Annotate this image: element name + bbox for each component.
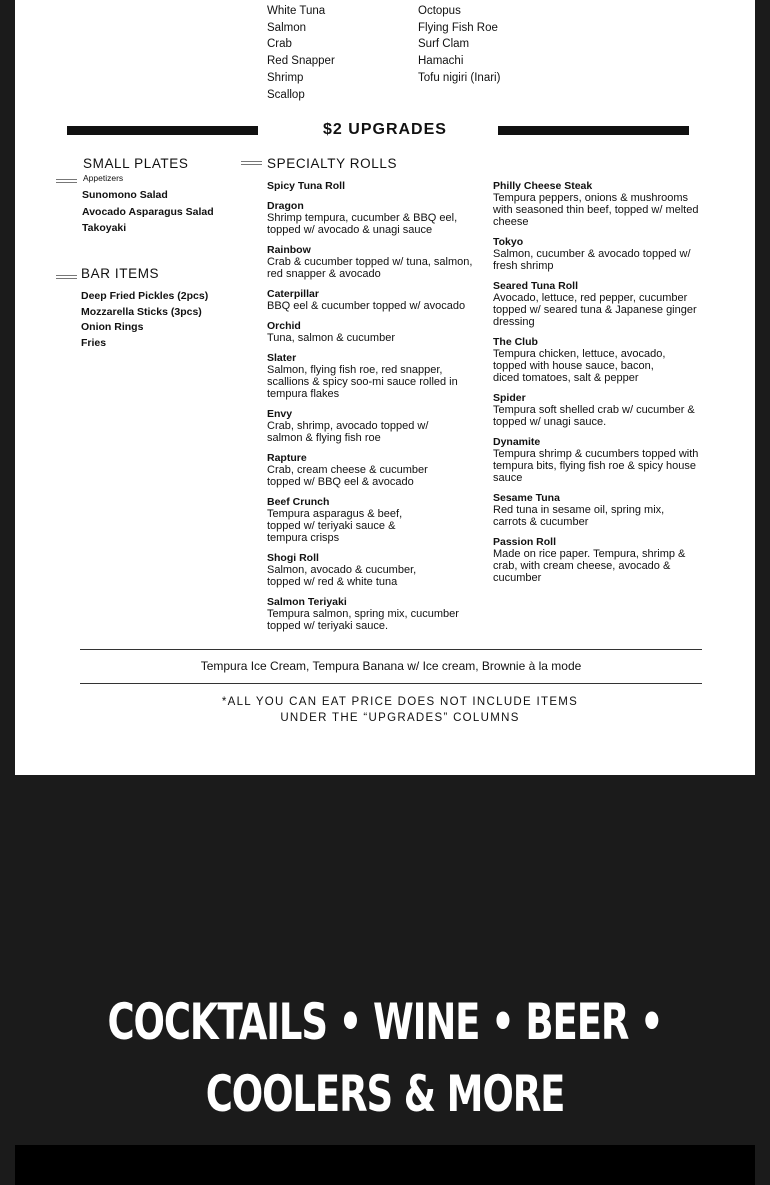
desserts-line: Tempura Ice Cream, Tempura Banana w/ Ice cream, Brownie à la mode [200, 659, 582, 673]
list-item: Takoyaki [82, 222, 127, 235]
roll-name: Tokyo [493, 236, 524, 248]
roll-name: Caterpillar [267, 288, 319, 300]
heading-rule [241, 161, 262, 165]
roll-description: Salmon, avocado & cucumber, topped w/ red & white tuna [267, 564, 417, 588]
sushi-column-1 [267, 3, 335, 103]
bar-items-list [81, 289, 208, 351]
roll-name: Rapture [267, 452, 307, 464]
list-item: Mozzarella Sticks (3pcs) [81, 305, 202, 318]
roll-entry [267, 452, 457, 488]
roll-entry [267, 352, 467, 400]
small-plates-subheading: Appetizers [83, 173, 124, 183]
list-item: Fries [81, 336, 107, 349]
divider-line [80, 649, 702, 650]
roll-entry [267, 320, 482, 344]
roll-name: Shogi Roll [267, 552, 319, 564]
divider-bar-right [498, 126, 689, 135]
list-item: Onion Rings [81, 321, 144, 333]
roll-name: Slater [267, 352, 297, 364]
sushi-item: Hamachi [418, 55, 464, 68]
upgrades-title: $2 UPGRADES [323, 121, 447, 138]
roll-name: The Club [493, 336, 538, 348]
roll-name: Dragon [267, 200, 304, 212]
roll-entry [493, 280, 705, 328]
roll-description: Salmon, flying fish roe, red snapper, scallions & spicy soo-mi sauce rolled in tempura flakes [267, 364, 458, 400]
roll-description: Tempura chicken, lettuce, avocado, topped with house sauce, bacon, diced tomatoes, salt & pepper [493, 348, 666, 384]
list-item: Sunomono Salad [82, 189, 168, 201]
sushi-item: Surf Clam [418, 38, 470, 51]
roll-description: Tuna, salmon & cucumber [267, 332, 395, 344]
roll-entry [267, 180, 482, 192]
menu-image [15, 0, 755, 775]
roll-name: Spider [493, 392, 526, 404]
sushi-column-2 [418, 3, 500, 87]
roll-description: Red tuna in sesame oil, spring mix, carrots & cucumber [493, 504, 665, 528]
divider-line [80, 683, 702, 684]
roll-name: Orchid [267, 320, 301, 332]
small-plates-list [82, 187, 214, 237]
list-item: Avocado Asparagus Salad [82, 205, 214, 218]
list-item: Deep Fried Pickles (2pcs) [81, 290, 209, 302]
roll-name: Spicy Tuna Roll [267, 180, 345, 192]
roll-entry [493, 436, 699, 484]
roll-name: Rainbow [267, 244, 311, 256]
roll-name: Philly Cheese Steak [493, 180, 593, 192]
roll-name: Dynamite [493, 436, 541, 448]
roll-description: Avocado, lettuce, red pepper, cucumber topped w/ seared tuna & Japanese ginger dressing [493, 292, 697, 328]
roll-description: Salmon, cucumber & avocado topped w/ fresh shrimp [493, 248, 691, 272]
divider-bar-left [67, 126, 258, 135]
roll-description: BBQ eel & cucumber topped w/ avocado [267, 300, 466, 312]
roll-description: Crab, cream cheese & cucumber topped w/ BBQ eel & avocado [267, 464, 428, 488]
sushi-item: Shrimp [267, 71, 304, 84]
specialty-rolls-heading: SPECIALTY ROLLS [267, 156, 398, 171]
roll-name: Beef Crunch [267, 496, 330, 508]
roll-entry [493, 536, 693, 584]
sushi-item: White Tuna [267, 5, 326, 17]
roll-description: Crab & cucumber topped w/ tuna, salmon, red snapper & avocado [267, 256, 473, 280]
sushi-item: Crab [267, 38, 292, 51]
footnote-line: *ALL YOU CAN EAT PRICE DOES NOT INCLUDE ITEMS [221, 696, 579, 708]
sushi-item: Octopus [418, 5, 461, 17]
sushi-item: Tofu nigiri (Inari) [418, 71, 501, 84]
roll-entry [267, 408, 457, 444]
roll-description: Crab, shrimp, avocado topped w/ salmon & flying fish roe [267, 420, 429, 444]
roll-description: Tempura shrimp & cucumbers topped with tempura bits, flying fish roe & spicy house sauce [493, 448, 699, 484]
roll-description: Made on rice paper. Tempura, shrimp & crab, with cream cheese, avocado & cucumber [493, 548, 686, 584]
sushi-item: Red Snapper [267, 55, 335, 68]
bar-items-heading: BAR ITEMS [81, 266, 160, 281]
roll-entry [267, 200, 482, 236]
footnote [80, 694, 720, 726]
roll-name: Passion Roll [493, 536, 557, 548]
heading-rule [56, 275, 77, 279]
roll-name: Sesame Tuna [493, 492, 560, 504]
roll-entry [493, 236, 693, 272]
roll-entry [493, 180, 705, 228]
drinks-banner-heading: COCKTAILS • WINE • BEER • COOLERS & MORE [107, 993, 663, 1123]
next-section-panel [15, 1145, 755, 1185]
roll-description: Shrimp tempura, cucumber & BBQ eel, topped w/ avocado & unagi sauce [267, 212, 458, 236]
roll-entry [493, 492, 683, 528]
heading-rule [56, 179, 77, 183]
sushi-item: Flying Fish Roe [418, 21, 498, 34]
roll-name: Envy [267, 408, 293, 420]
roll-name: Seared Tuna Roll [493, 280, 578, 292]
roll-entry [267, 496, 427, 544]
roll-description: Tempura peppers, onions & mushrooms with seasoned thin beef, topped w/ melted cheese [493, 192, 699, 228]
roll-entry [493, 392, 705, 428]
roll-entry [493, 336, 683, 384]
roll-description: Tempura soft shelled crab w/ cucumber & topped w/ unagi sauce. [493, 404, 695, 428]
small-plates-heading: SMALL PLATES [83, 156, 189, 171]
roll-entry [267, 552, 442, 588]
roll-description: Tempura asparagus & beef, topped w/ teriyaki sauce & tempura crisps [267, 508, 403, 544]
roll-name: Salmon Teriyaki [267, 596, 347, 608]
sushi-item: Salmon [267, 21, 306, 34]
roll-entry [267, 596, 482, 632]
footnote-line: UNDER THE “UPGRADES” COLUMNS [280, 712, 520, 724]
roll-entry [267, 288, 487, 312]
roll-description: Tempura salmon, spring mix, cucumber topped w/ teriyaki sauce. [267, 608, 459, 632]
roll-entry [267, 244, 482, 280]
sushi-item: Scallop [267, 88, 305, 101]
